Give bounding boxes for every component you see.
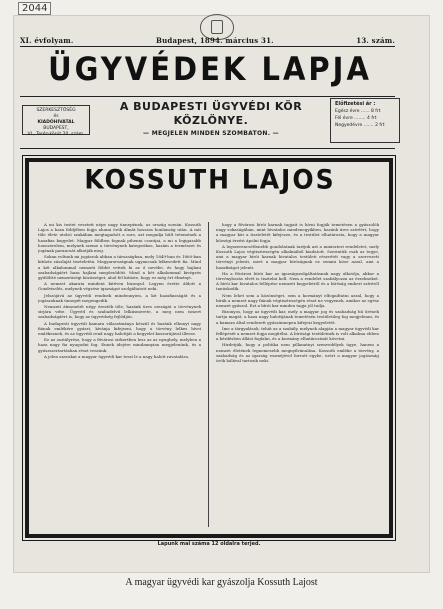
issue-number: 13. szám. [356,36,395,45]
archive-number: 2044 [18,2,51,15]
article-paragraph: Bizonyos, hogy az ügyvédi kar, mely a magyar jog és szabadság hű őrének tartja magát, a haza nagy halottjának temetésén testületileg fog megjelenni, és a kamara által rendezett gyászünnepen kifejezi kegyeletét. [216,309,379,325]
article-paragraph: A legszerencsétlenebb gondolatnak tartjuk azt a miniszteri rendeletet, mely Kossuth Lajos végtisztességén alkalmából kiadatott. Szerintük csak az tegye, ami a magyar bírói karnak hivatalos testületi részvétét vagy a szervezett törvényt jelenti, mert a magyar bíróságnak ez semmi köze azzal, ami a hazafiságot jelenti. [216,243,379,270]
article-paragraph: Jelszójává az ügyvédi rendnek mindennyien, a kit hazafiasságát és a jogászoknak ünnepét megengedik. [38,292,201,303]
column-divider [208,222,209,527]
page-count-note: Lapunk mai száma 12 oldalra terjed. [157,541,261,547]
image-caption: A magyar ügyvédi kar gyászolja Kossuth Lajost [125,577,318,588]
masthead-title: ÜGYVÉDEK LAPJA [48,50,372,88]
subtitle [95,100,327,128]
subscription-line: Negyedévre ....... 2 frt [335,123,385,128]
subscription-heading: Előfizetési ár : [335,101,376,107]
issue-date: Budapest, 1894. március 31. [155,36,274,45]
publisher-address: VI., Teréz-körút 20. szám. [27,132,85,137]
issue-header [20,36,395,45]
subscription-box [330,98,400,143]
publisher-line: KIADÓHIVATAL [37,120,75,125]
article-column-right [216,222,379,527]
subtitle-line: KÖZLÖNYE. [173,114,249,127]
subscription-line: Egész évre ...... 8 frt [335,109,381,114]
masthead-rule [20,96,395,97]
article-paragraph: Nemzeti átmenetét négy érezték tőle, hazánk üres országát a törvénynek sírjára vitte. Ügyvéd és szabadelvű lelkiismerete, a meg nem ismert szabadságáért is, hogy az ügyvédség fejlődjön. [38,304,201,320]
article-paragraph: Nem lehet sem a közönséget, sem a kormányt elfogadtatni azzal, hogy a bírák a nemzet nagy fiának végtisztességén részt ne vegyenek, amikor az egész nemzet gyászol. Ezt a bírói kar minden tagja jól tudja. [216,292,379,309]
publication-frequency: — MEGJELEN MINDEN SZOMBATON. — [143,130,279,137]
article-column-left [38,222,201,527]
publisher-line: és [53,114,59,119]
publisher-line: SZERKESZTŐSÉG [36,108,76,113]
article-paragraph: A mi kis testet vesztett népe nagy ünnepének, az ország sorsán. Kossuth Lajos a haza földjében fogja alunni örök álmát hosszas honlanság után. A mit tőle élete utolsó szakában megtagadott a sors, azt megadja hűlt tetemének a hazafias kegyelet. Magyar földben fognak pihenni csontjai, a mi a legigazabb honszerelem, melynek szeme a törvénynek kategorikus, hazám a természet és jogának parancsát alkotják meg. [38,222,201,254]
article-paragraph: Sokan voltunk mi jogászok abban a társaságban, mely 1849-ban és 1860-ban kitűzte zászlaját tiszteletén. Magyarországnak ugyancsak lelkesedett fia. Mind a két alkalommal nemzeti földet vettek ki az ő nevébe, és hogy hajlani szabadságáért haza hajlani megőrződött. Mind a két alkalommal kivégzés gyűlöltté nemzetiségi közösséget, ahol fel kitűzte, hogy ez még ért élményt. [38,254,201,281]
article-headline: KOSSUTH LAJOS [84,164,336,195]
header-rule [20,46,395,47]
article-paragraph: A budapesti ügyvédi kamara választmánya készül és hazánk elhunyt nagy fiának emlékére gyászt, kívánja kifejezni, hogy a törvény lelkes hívei emlékeznek, és az ügyvédi rend nagy halottját a kegyelet koszorújával illesse. [38,320,201,337]
publisher-box [22,105,90,135]
article-paragraph: A jelen szavakat a magyar ügyvédi kar teszi le a nagy halott ravatalára. [44,353,190,359]
article-paragraph: Íme a tárgyalások, tehát az a szabály, melynek alapján a magyar ügyvédi kar fellépését a nemzet fogja megítélni. A bírósági testületnek is volt alkalma ebben a kérdésben állást foglalni, és a kormány elhatározását követni. [216,325,379,342]
subscription-line: Fél évre ........ 4 frt [335,116,377,121]
volume-label: XI. évfolyam. [20,36,74,45]
article-paragraph: hogy a fővárosi bírói karnak tagjait is hívni fogják temetésen a gyászolók nagy sokaságában, mint hivatalos mindenegyikben, hazánk üres szívéért, hogy a magyar kör a tiszteletét kifejezze, és a testület elhatározta, hogy a magyar kőzségi érzést ápolni fogja. [216,222,379,243]
section-rule [20,148,395,149]
subtitle-line: A BUDAPESTI ÜGYVÉDI KÖR [119,100,303,113]
article-paragraph: Ha a fővárosi bírói kar az igazságszolgáltatásnak nagy alkotója, akkor a törvényhozás elvét is tisztelni kell. Nem a rendelet szabályozza az érzelmeket. A bírói kar hivatalos fellépése nemzeti kegyeletről és a bíróság emberi szívéről tanúskodik. [216,270,379,292]
article-paragraph: Ez az osztályrész, hogy a fővárosi sírkertben lesz az az nyughely, melyben a haza nagy fia nyugodni fog. Ennek idejére mindannyian megjelenünk, és a gyászszertartásban részt veszünk. [38,337,201,353]
article-paragraph: Hirdetjük, hogy a politika nem pillanatnyi szenvedélyek ügye, hanem a nemzet életének legnemesebb megnyilvánulása. Kossuth emléke a törvény, a szabadság és az igazság eszméjével forrott egybe, ezért a magyar jogászság örök hálával tartozik neki. [216,342,379,364]
publisher-line: BUDAPEST, [43,126,69,131]
article-paragraph: A nemzet akarata mindent kitéven bizonyul. Legyen érette áldott a Gondviselés, melynek végzése igazságot szolgáltatott neki. [38,281,201,292]
